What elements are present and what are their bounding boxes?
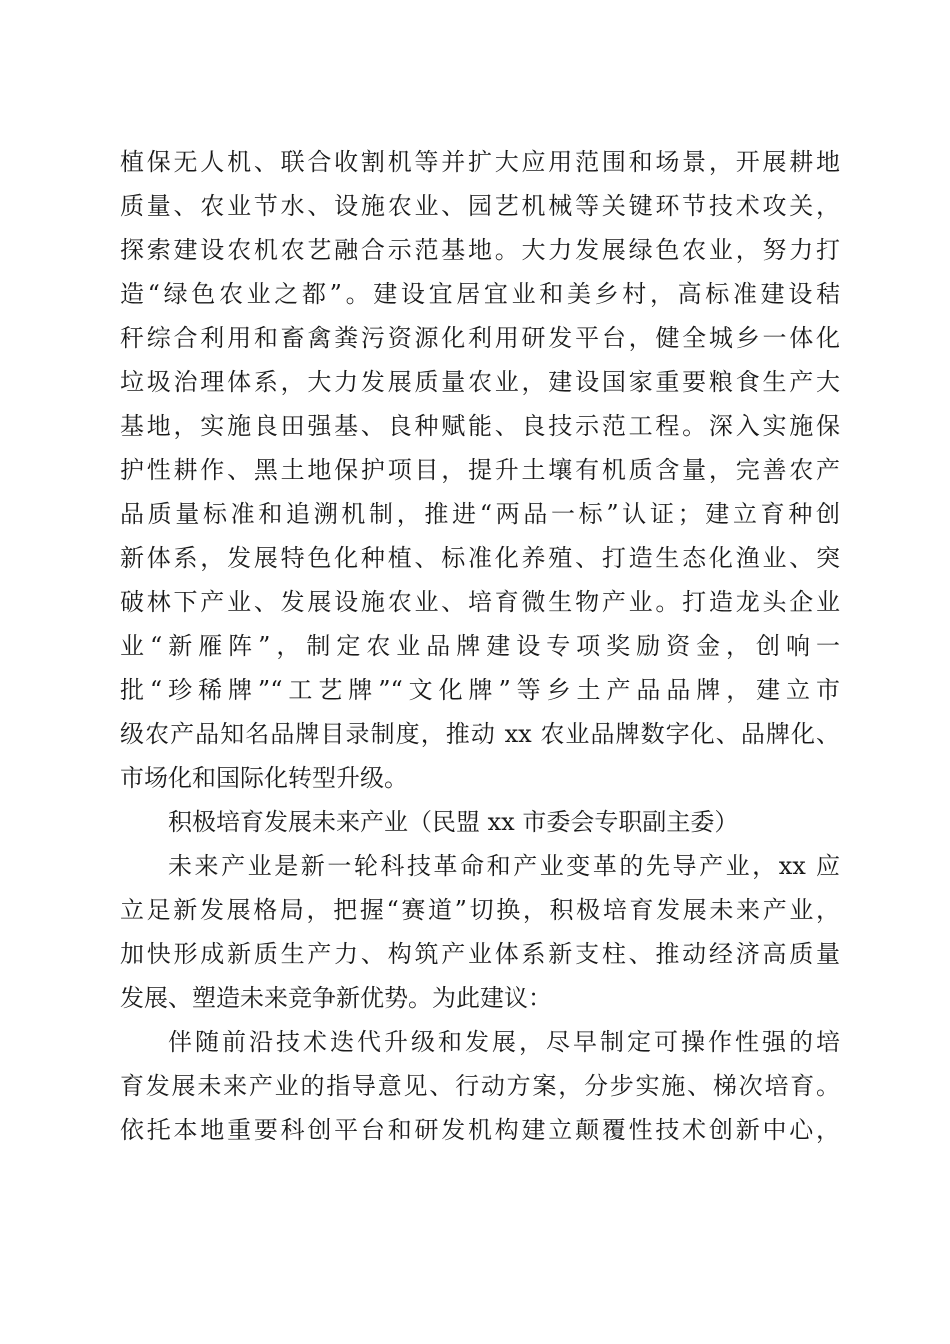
- text-line: 基地，实施良田强基、良种赋能、良技示范工程。深入实施保: [120, 412, 840, 440]
- paragraph-agriculture: [120, 140, 840, 800]
- section-heading: [120, 800, 840, 844]
- text-line: 业“新雁阵”，制定农业品牌建设专项奖励资金，创响一: [120, 632, 840, 660]
- text-line: 批“珍稀牌”“工艺牌”“文化牌”等乡土产品品牌，建立市: [120, 676, 840, 704]
- text-line: 伴随前沿技术迭代升级和发展，尽早制定可操作性强的培: [168, 1028, 840, 1056]
- text-line: 破林下产业、发展设施农业、培育微生物产业。打造龙头企业: [120, 588, 840, 616]
- paragraph-future-industry-intro: [120, 844, 840, 1020]
- text-line: 秆综合利用和畜禽粪污资源化利用研发平台，健全城乡一体化: [120, 324, 840, 352]
- text-line: 立足新发展格局，把握“赛道”切换，积极培育发展未来产业，: [120, 896, 840, 924]
- heading-text: 积极培育发展未来产业（民盟 xx 市委会专职副主委）: [168, 808, 739, 836]
- text-line: 依托本地重要科创平台和研发机构建立颠覆性技术创新中心，: [120, 1116, 840, 1144]
- text-line: 新体系，发展特色化种植、标准化养殖、打造生态化渔业、突: [120, 544, 840, 572]
- text-line: 护性耕作、黑土地保护项目，提升土壤有机质含量，完善农产: [120, 456, 840, 484]
- text-line: 品质量标准和追溯机制，推进“两品一标”认证；建立育种创: [120, 500, 840, 528]
- text-line: 育发展未来产业的指导意见、行动方案，分步实施、梯次培育。: [120, 1072, 840, 1100]
- text-line: 垃圾治理体系，大力发展质量农业，建设国家重要粮食生产大: [120, 368, 840, 396]
- text-line: 质量、农业节水、设施农业、园艺机械等关键环节技术攻关，: [120, 192, 840, 220]
- text-line: 未来产业是新一轮科技革命和产业变革的先导产业，xx 应: [168, 852, 840, 880]
- text-line: 发展、塑造未来竞争新优势。为此建议：: [120, 984, 552, 1012]
- text-line: 探索建设农机农艺融合示范基地。大力发展绿色农业，努力打: [120, 236, 840, 264]
- text-line: 造“绿色农业之都”。建设宜居宜业和美乡村，高标准建设秸: [120, 280, 840, 308]
- text-line: 加快形成新质生产力、构筑产业体系新支柱、推动经济高质量: [120, 940, 840, 968]
- text-line: 市场化和国际化转型升级。: [120, 764, 408, 792]
- text-line: 植保无人机、联合收割机等并扩大应用范围和场景，开展耕地: [120, 148, 840, 176]
- text-line: 级农产品知名品牌目录制度，推动 xx 农业品牌数字化、品牌化、: [120, 720, 840, 748]
- paragraph-recommendation: [120, 1020, 840, 1152]
